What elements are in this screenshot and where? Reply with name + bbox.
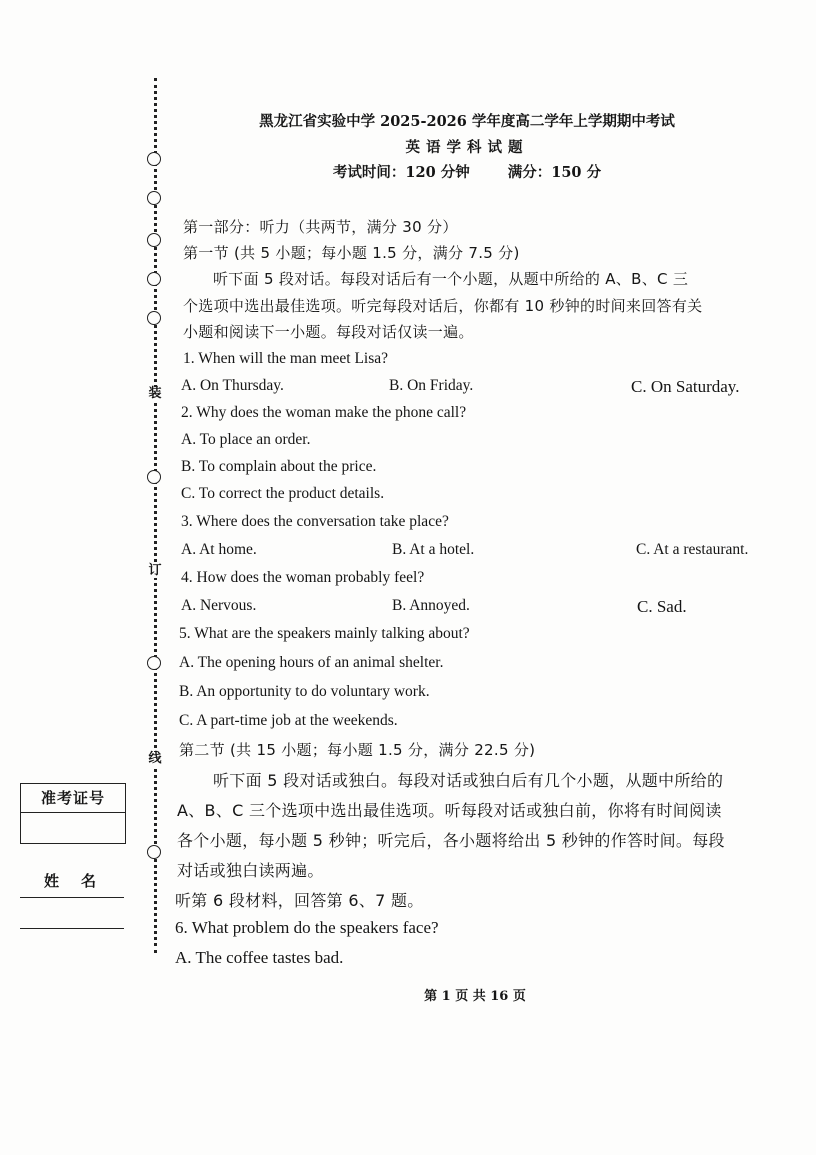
binding-char-xian: 线	[146, 752, 164, 766]
exam-id-label: 准考证号	[21, 784, 125, 813]
question-text: 4. How does the woman probably feel?	[181, 569, 425, 586]
question-option[interactable]: C. To correct the product details.	[181, 485, 385, 502]
binding-char-zhuang: 装	[146, 387, 164, 401]
section1-instruction: 听下面 5 段对话。每段对话后有一个小题，从题中所给的 A、B、C 三	[213, 270, 689, 288]
name-label: 姓名	[20, 865, 124, 898]
question-text: 5. What are the speakers mainly talking about?	[179, 625, 470, 642]
name-field[interactable]	[20, 898, 124, 928]
question-option[interactable]: A. The opening hours of an animal shelter.	[179, 654, 444, 671]
binding-char-ding: 订	[146, 564, 164, 578]
binding-hole-icon	[147, 311, 161, 325]
question-option[interactable]: A. Nervous.	[181, 597, 257, 614]
question-option[interactable]: B. To complain about the price.	[181, 458, 377, 475]
binding-hole-icon	[147, 470, 161, 484]
exam-id-field[interactable]	[21, 813, 125, 843]
binding-hole-icon	[147, 272, 161, 286]
section2-instruction: 听下面 5 段对话或独白。每段对话或独白后有几个小题，从题中所给的	[213, 771, 724, 790]
question-text: 3. Where does the conversation take place?	[181, 513, 449, 530]
question-option[interactable]: A. At home.	[181, 541, 257, 558]
question-option[interactable]: B. An opportunity to do voluntary work.	[179, 683, 430, 700]
question-option[interactable]: B. At a hotel.	[392, 541, 475, 558]
question-text: 2. Why does the woman make the phone call?	[181, 404, 467, 421]
question-option[interactable]: C. A part-time job at the weekends.	[179, 712, 398, 729]
question-option[interactable]: C. Sad.	[637, 597, 687, 616]
exam-score: 满分：150 分	[507, 164, 602, 181]
name-box[interactable]	[20, 865, 124, 929]
question-option[interactable]: B. On Friday.	[389, 377, 474, 394]
exam-meta	[0, 161, 816, 182]
exam-id-box[interactable]	[20, 783, 126, 844]
binding-hole-icon	[147, 656, 161, 670]
part1-heading: 第一部分：听力（共两节，满分 30 分）	[183, 218, 458, 236]
section1-instruction: 个选项中选出最佳选项。听完每段对话后，你都有 10 秒钟的时间来回答有关	[183, 297, 703, 315]
exam-title: 黑龙江省实验中学 2025-2026 学年度高二学年上学期期中考试	[259, 113, 675, 130]
question-option[interactable]: A. To place an order.	[181, 431, 311, 448]
material-note: 听第 6 段材料，回答第 6、7 题。	[175, 891, 424, 910]
section2-instruction: A、B、C 三个选项中选出最佳选项。听每段对话或独白前，你将有时间阅读	[177, 801, 722, 820]
section2-instruction: 各个小题，每小题 5 秒钟；听完后，各小题将给出 5 秒钟的作答时间。每段	[177, 831, 725, 850]
binding-hole-icon	[147, 191, 161, 205]
section1-instruction: 小题和阅读下一小题。每段对话仅读一遍。	[183, 323, 474, 341]
binding-hole-icon	[147, 845, 161, 859]
question-option[interactable]: C. At a restaurant.	[636, 541, 749, 558]
exam-time: 考试时间：120 分钟	[332, 164, 470, 181]
section2-heading: 第二节 (共 15 小题；每小题 1.5 分，满分 22.5 分)	[179, 741, 536, 759]
binding-hole-icon	[147, 233, 161, 247]
question-option[interactable]: C. On Saturday.	[631, 377, 740, 396]
question-text: 1. When will the man meet Lisa?	[183, 350, 389, 367]
question-option[interactable]: A. On Thursday.	[181, 377, 284, 394]
section2-instruction: 对话或独白读两遍。	[177, 861, 324, 880]
exam-subject: 英语学科试题	[405, 139, 529, 156]
section1-heading: 第一节 (共 5 小题；每小题 1.5 分，满分 7.5 分)	[183, 244, 520, 262]
question-text: 6. What problem do the speakers face?	[175, 918, 439, 937]
page-number: 第 1 页 共 16 页	[424, 989, 526, 1004]
question-option[interactable]: B. Annoyed.	[392, 597, 470, 614]
binding-dotted-line	[154, 78, 157, 953]
question-option[interactable]: A. The coffee tastes bad.	[175, 948, 344, 967]
